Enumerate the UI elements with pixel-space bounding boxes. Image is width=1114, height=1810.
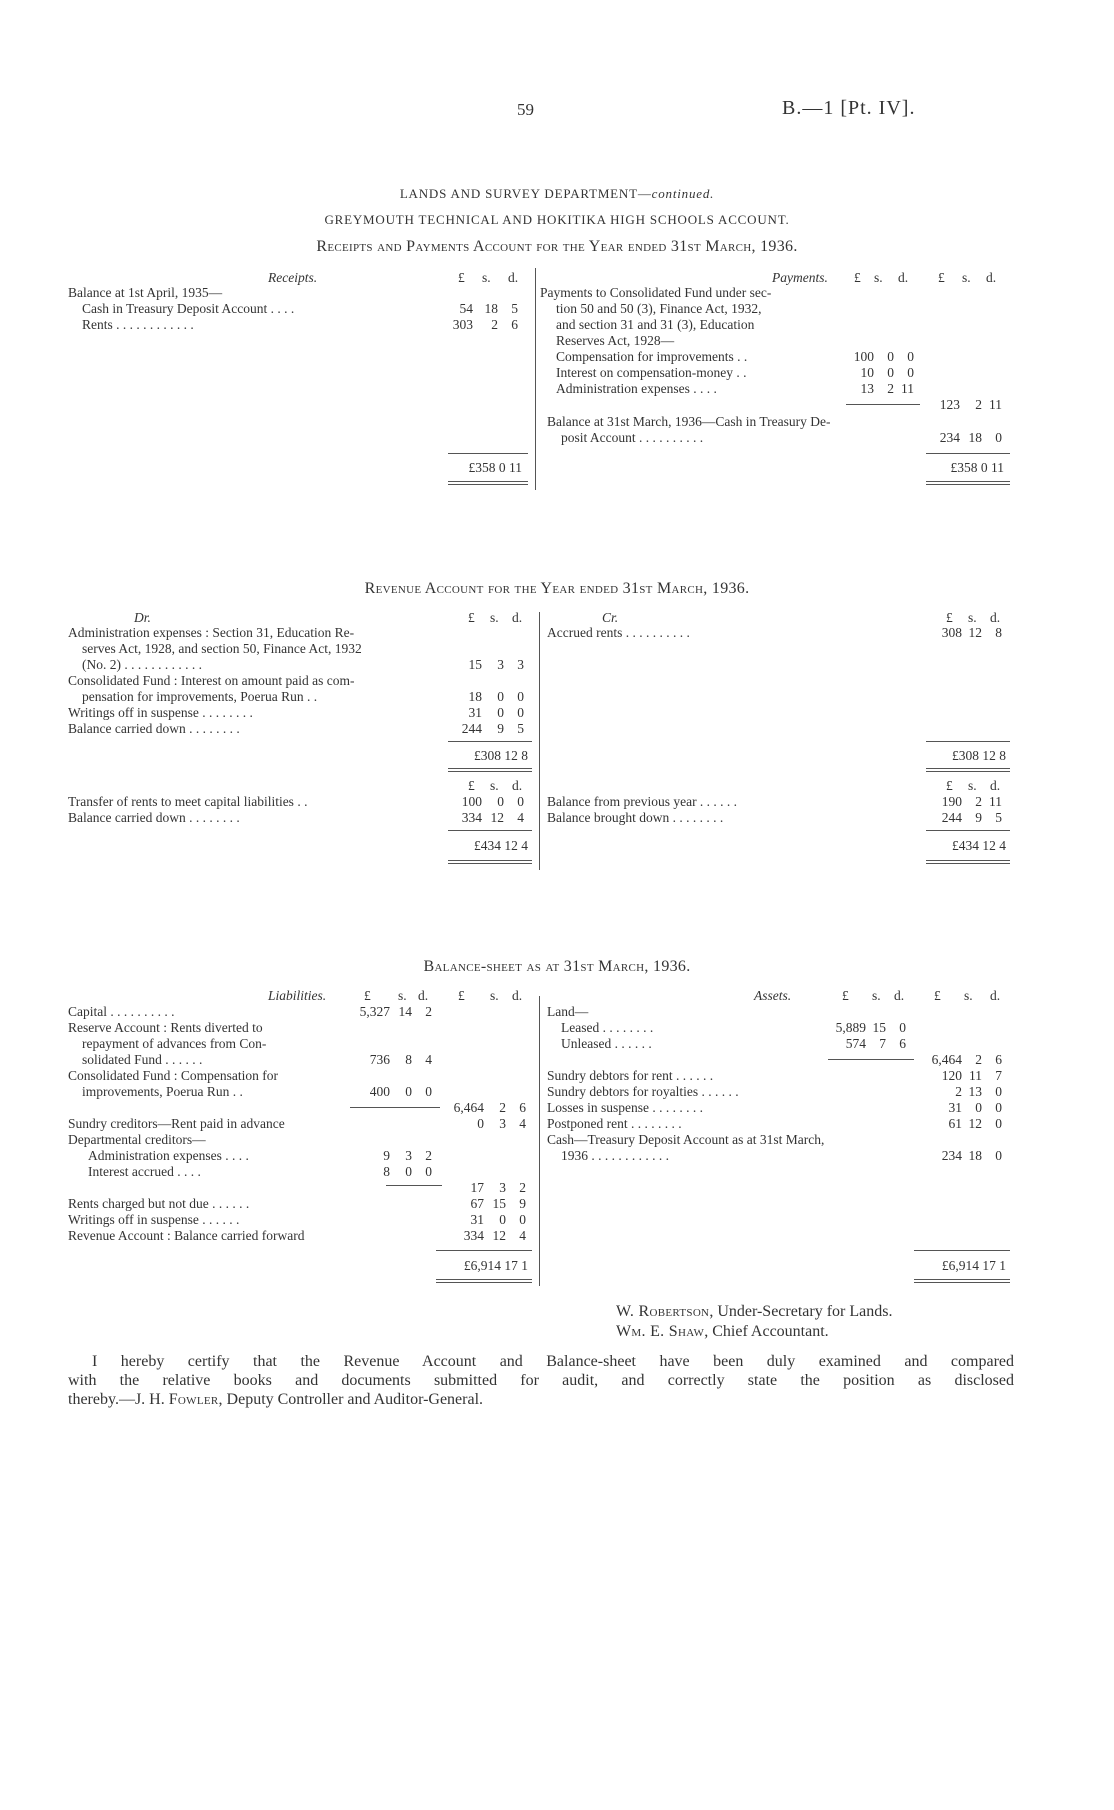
bs-left-line: Capital . . . . . . . . . . [68,1004,175,1019]
col-shilling: s. [968,610,977,625]
signatory-name: Wm. E. Shaw [616,1323,705,1340]
bs-left-line: Departmental creditors— [68,1132,206,1147]
rev-left-line: (No. 2) . . . . . . . . . . . . [82,657,202,672]
bs-left-amount: 3 [499,1116,506,1131]
rp-right-line: Balance at 31st March, 1936—Cash in Treasury De- [547,414,831,429]
col-shilling: s. [962,270,971,285]
rev-left2-total: £434 12 4 [474,838,528,853]
bs-left-amount: 334 [463,1228,484,1243]
bs-right-amount: 0 [995,1084,1002,1099]
bs-right-amount: 61 [948,1116,962,1131]
rev-right2-line: Balance brought down . . . . . . . . [547,810,724,825]
account-title: GREYMOUTH TECHNICAL AND HOKITIKA HIGH SCHOOLS ACCOUNT. [324,212,790,227]
bs-left-amount: 4 [519,1228,526,1243]
bs-inner-amount: 4 [425,1052,432,1067]
rev-left-line: Administration expenses : Section 31, Education Re- [68,625,355,640]
bs-right-inner-amount: 7 [879,1036,886,1051]
bs-inner-amount: 2 [425,1004,432,1019]
department-title [0,186,1114,202]
col-pound: £ [458,988,465,1003]
col-pound: £ [854,270,861,285]
rev-right2-amount: 190 [941,794,962,809]
bs-left-line: Reserve Account : Rents diverted to [68,1020,263,1035]
rp-inner-amount: 2 [887,381,894,396]
bs-left-line: Writings off in suspense . . . . . . [68,1212,240,1227]
bs-right-amount: 234 [941,1148,962,1163]
bs-left-amount: 0 [499,1212,506,1227]
rev-right-amount: 308 [941,625,962,640]
rp-inner-amount: 13 [860,381,874,396]
col-pence: d. [990,988,1001,1003]
rp-left-line: Cash in Treasury Deposit Account . . . . [82,301,295,316]
rp-right-amount: 234 [939,430,960,445]
bs-inner-amount: 0 [405,1084,412,1099]
bs-inner-amount: 0 [405,1164,412,1179]
rp-right-amount: 123 [939,397,960,412]
rp-right-amount: 2 [975,397,982,412]
cr-heading: Cr. [602,610,619,625]
bs-right-line: Sundry debtors for rent . . . . . . [547,1068,714,1083]
auditor-role: , Deputy Controller and Auditor-General. [218,1391,484,1408]
rev-left-amount: 18 [468,689,482,704]
bs-right-amount: 18 [968,1148,982,1163]
rev-right2-total: £434 12 4 [952,838,1006,853]
bs-right-line: Sundry debtors for royalties . . . . . . [547,1084,739,1099]
bs-right-line: 1936 . . . . . . . . . . . . [561,1148,669,1163]
rp-right-amount: 18 [968,430,982,445]
bs-left-line: Interest accrued . . . . [88,1164,201,1179]
bs-right-amount: 6,464 [931,1052,962,1067]
bs-inner-amount: 0 [425,1084,432,1099]
rp-right-line: Reserves Act, 1928— [556,333,675,348]
rev-left-total: £308 12 8 [474,748,528,763]
rev-left-amount: 3 [517,657,524,672]
balance-sheet-title: Balance-sheet as at 31st March, 1936. [423,958,691,975]
rp-inner-amount: 100 [853,349,874,364]
bs-left-amount: 2 [499,1100,506,1115]
rev-right-total: £308 12 8 [952,748,1006,763]
bs-right-amount: 0 [995,1100,1002,1115]
rev-left-amount: 0 [497,689,504,704]
rev-left2-line: Balance carried down . . . . . . . . [68,810,240,825]
bs-right-amount: 6 [995,1052,1002,1067]
rp-left-amount: 2 [491,317,498,332]
bs-right-amount: 31 [948,1100,962,1115]
col-pence: d. [986,270,997,285]
bs-right-amount: 2 [955,1084,962,1099]
rp-right-line: posit Account . . . . . . . . . . [561,430,704,445]
bs-right-amount: 13 [968,1084,982,1099]
bs-left-amount: 4 [519,1116,526,1131]
bs-right-line: Cash—Treasury Deposit Account as at 31st March, [547,1132,825,1147]
signatory-role: , Under-Secretary for Lands. [709,1303,893,1320]
rp-inner-amount: 10 [860,365,874,380]
rev-right2-line: Balance from previous year . . . . . . [547,794,738,809]
bs-left-line: Sundry creditors—Rent paid in advance [68,1116,285,1131]
rp-left-total: £358 0 11 [468,460,522,475]
bs-inner-amount: 0 [425,1164,432,1179]
bs-right-amount: 11 [969,1068,982,1083]
rev-right2-amount: 9 [975,810,982,825]
rev-left-line: Writings off in suspense . . . . . . . . [68,705,253,720]
revenue-title: Revenue Account for the Year ended 31st March, 1936. [364,580,750,597]
col-shilling: s. [874,270,883,285]
rev-left2-amount: 334 [461,810,482,825]
bs-right-inner-amount: 5,889 [835,1020,866,1035]
bs-left-line: repayment of advances from Con- [82,1036,267,1051]
rp-left-line: Balance at 1st April, 1935— [68,285,223,300]
document-reference: B.—1 [Pt. IV]. [782,97,916,119]
col-pence: d. [990,610,1001,625]
rev-left2-amount: 12 [490,810,504,825]
rp-left-amount: 5 [511,301,518,316]
signature-chief-accountant [616,1322,829,1342]
rp-left-amount: 6 [511,317,518,332]
col-shilling: s. [872,988,881,1003]
bs-left-total: £6,914 17 1 [463,1258,528,1273]
rev-left-amount: 9 [497,721,504,736]
bs-inner-amount: 2 [425,1148,432,1163]
bs-left-amount: 17 [470,1180,484,1195]
rev-left2-amount: 0 [517,794,524,809]
signatory-name: W. Robertson [616,1303,710,1320]
col-shilling: s. [490,988,499,1003]
col-pence: d. [898,270,909,285]
rev-right-amount: 8 [995,625,1002,640]
col-pence: d. [512,610,523,625]
rp-inner-amount: 0 [907,349,914,364]
bs-right-amount: 0 [995,1148,1002,1163]
receipts-payments-title: Receipts and Payments Account for the Year ended 31st March, 1936. [316,238,798,255]
receipts-heading: Receipts. [268,270,318,285]
bs-left-amount: 6,464 [453,1100,484,1115]
col-pence: d. [990,778,1001,793]
bs-left-amount: 67 [470,1196,484,1211]
rp-right-line: tion 50 and 50 (3), Finance Act, 1932, [556,301,762,316]
rp-left-amount: 54 [459,301,473,316]
rev-right2-amount: 2 [975,794,982,809]
rev-right2-amount: 11 [989,794,1002,809]
bs-left-amount: 9 [519,1196,526,1211]
col-shilling: s. [490,778,499,793]
bs-inner-amount: 14 [398,1004,412,1019]
col-shilling: s. [968,778,977,793]
page-number: 59 [517,100,534,119]
rev-left2-amount: 4 [517,810,524,825]
rev-left-amount: 0 [517,705,524,720]
col-pence: d. [508,270,519,285]
rp-right-amount: 0 [995,430,1002,445]
rev-left-amount: 3 [497,657,504,672]
certificate-line: I hereby certify that the Revenue Account and Balance-sheet have been duly examined and compared [92,1353,1014,1370]
bs-left-line: Consolidated Fund : Compensation for [68,1068,278,1083]
col-pence: d. [418,988,429,1003]
bs-inner-amount: 8 [383,1164,390,1179]
col-pence: d. [512,988,523,1003]
rev-right-line: Accrued rents . . . . . . . . . . [547,625,690,640]
signature-under-secretary [616,1302,892,1322]
certificate-text: thereby.—J. H. [68,1391,169,1408]
continued-label: continued. [651,186,715,201]
rev-left-amount: 31 [468,705,482,720]
rp-right-total: £358 0 11 [950,460,1004,475]
bs-left-amount: 2 [519,1180,526,1195]
bs-left-line: Revenue Account : Balance carried forward [68,1228,305,1243]
rp-left-amount: 18 [484,301,498,316]
rev-left-line: serves Act, 1928, and section 50, Finance Act, 1932 [82,641,362,656]
rev-left-amount: 15 [468,657,482,672]
col-pound: £ [946,778,953,793]
col-pound: £ [842,988,849,1003]
payments-heading: Payments. [772,270,828,285]
bs-inner-amount: 400 [369,1084,390,1099]
bs-left-amount: 12 [492,1228,506,1243]
bs-right-line: Losses in suspense . . . . . . . . [547,1100,703,1115]
rp-right-amount: 11 [989,397,1002,412]
rp-inner-amount: 0 [887,365,894,380]
rev-right2-amount: 244 [941,810,962,825]
bs-right-amount: 12 [968,1116,982,1131]
rp-right-line: Interest on compensation-money . . [556,365,747,380]
col-pound: £ [468,610,475,625]
rev-left-amount: 5 [517,721,524,736]
col-shilling: s. [964,988,973,1003]
col-pence: d. [512,778,523,793]
bs-left-amount: 0 [519,1212,526,1227]
rp-inner-amount: 11 [901,381,914,396]
bs-left-line: improvements, Poerua Run . . [82,1084,243,1099]
bs-left-amount: 0 [477,1116,484,1131]
bs-right-inner-amount: 0 [899,1020,906,1035]
bs-right-inner-amount: 15 [872,1020,886,1035]
rp-right-line: Administration expenses . . . . [556,381,717,396]
auditor-name: Fowler [168,1391,219,1408]
bs-inner-amount: 3 [405,1148,412,1163]
rev-left2-line: Transfer of rents to meet capital liabilities . . [68,794,308,809]
bs-left-amount: 6 [519,1100,526,1115]
rev-left-amount: 0 [517,689,524,704]
col-pound: £ [934,988,941,1003]
col-pence: d. [894,988,905,1003]
certificate-line: with the relative books and documents submitted for audit, and correctly state the position as disclosed [68,1372,1014,1389]
rev-left2-amount: 0 [497,794,504,809]
bs-left-line: solidated Fund . . . . . . [82,1052,203,1067]
signatory-role: , Chief Accountant. [704,1323,829,1340]
bs-right-line: Postponed rent . . . . . . . . [547,1116,682,1131]
bs-left-line: Rents charged but not due . . . . . . [68,1196,250,1211]
bs-left-line: Administration expenses . . . . [88,1148,249,1163]
assets-heading: Assets. [754,988,792,1003]
bs-right-total: £6,914 17 1 [941,1258,1006,1273]
col-pound: £ [468,778,475,793]
bs-left-amount: 3 [499,1180,506,1195]
bs-inner-amount: 9 [383,1148,390,1163]
bs-right-amount: 120 [941,1068,962,1083]
col-shilling: s. [490,610,499,625]
rev-right-amount: 12 [968,625,982,640]
bs-right-amount: 7 [995,1068,1002,1083]
col-pound: £ [458,270,465,285]
bs-inner-amount: 8 [405,1052,412,1067]
bs-right-amount: 0 [995,1116,1002,1131]
bs-left-amount: 31 [470,1212,484,1227]
rp-right-line: Payments to Consolidated Fund under sec- [540,285,772,300]
bs-right-inner-amount: 574 [845,1036,866,1051]
col-pound: £ [938,270,945,285]
bs-right-line: Land— [547,1004,589,1019]
rev-left-line: pensation for improvements, Poerua Run . . [82,689,318,704]
rev-left-amount: 244 [461,721,482,736]
col-pound: £ [364,988,371,1003]
rp-right-line: and section 31 and 31 (3), Education [556,317,755,332]
bs-right-line: Unleased . . . . . . [561,1036,652,1051]
rp-inner-amount: 0 [887,349,894,364]
bs-inner-amount: 736 [369,1052,390,1067]
bs-right-line: Leased . . . . . . . . [561,1020,654,1035]
rev-right2-amount: 5 [995,810,1002,825]
rp-right-line: Compensation for improvements . . [556,349,748,364]
col-pound: £ [946,610,953,625]
rp-inner-amount: 0 [907,365,914,380]
rev-left-line: Consolidated Fund : Interest on amount paid as com- [68,673,355,688]
liabilities-heading: Liabilities. [268,988,327,1003]
department-name: LANDS AND SURVEY DEPARTMENT— [399,186,652,201]
bs-right-inner-amount: 6 [899,1036,906,1051]
col-shilling: s. [398,988,407,1003]
rp-left-amount: 303 [452,317,473,332]
rp-left-line: Rents . . . . . . . . . . . . [82,317,194,332]
bs-right-amount: 0 [975,1100,982,1115]
rev-left-line: Balance carried down . . . . . . . . [68,721,240,736]
col-shilling: s. [482,270,491,285]
rev-left-amount: 0 [497,705,504,720]
bs-right-amount: 2 [975,1052,982,1067]
bs-inner-amount: 5,327 [359,1004,390,1019]
rev-left2-amount: 100 [461,794,482,809]
bs-left-amount: 15 [492,1196,506,1211]
certificate-line [68,1390,483,1410]
dr-heading: Dr. [134,610,151,625]
